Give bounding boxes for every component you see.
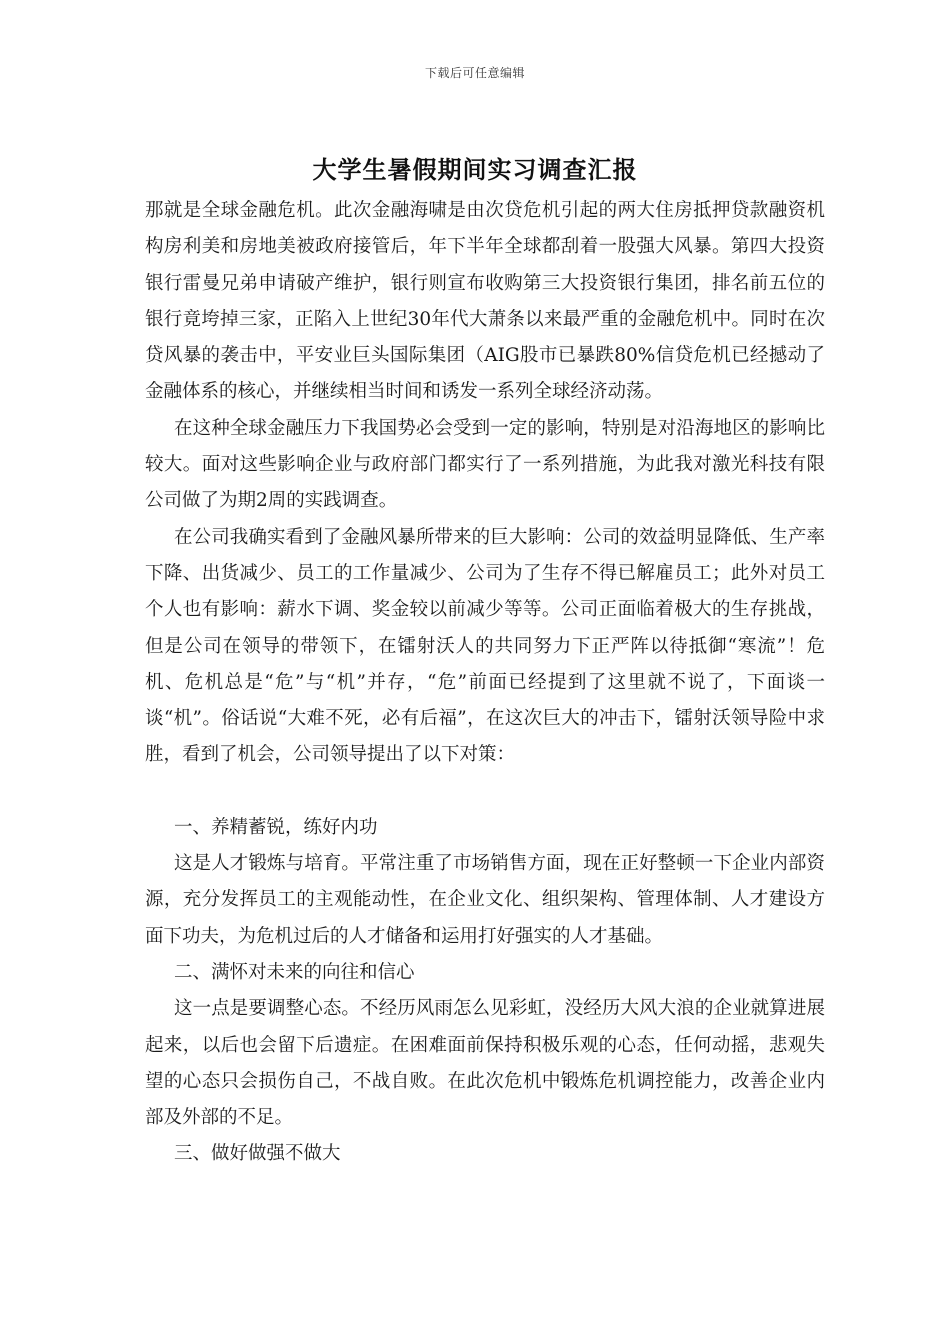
header-note: 下载后可任意编辑 [424, 66, 525, 80]
paragraph-mindset: 这一点是要调整心态。不经历风雨怎么见彩虹，没经历大风大浪的企业就算进展起来，以后也会留下后遗症。在困难面前保持积极乐观的心态，任何动摇，悲观失望的心态只会损伤自己，不战自败。在此次危机中锻炼危机调控能力，改善企业内部及外部的不足。 [145, 998, 825, 1129]
section-heading-3: 三、做好做强不做大 [174, 1143, 341, 1165]
paragraph-financial-crisis: 那就是全球金融危机。此次金融海啸是由次贷危机引起的两大住房抵押贷款融资机构房利美和房地美被政府接管后，年下半年全球都刮着一股强大风暴。第四大投资银行雷曼兄弟申请破产维护，银行则宣布收购第三大投资银行集团，排名前五位的银行竟垮掉三家，正陷入上世纪30年代大萧条以来最严重的金融危机中。同时在次贷风暴的袭击中，平安业巨头国际集团（AIG股市已暴跌80%信贷危机已经撼动了金融体系的核心，并继续相当时间和诱发一系列全球经济动荡。 [145, 200, 825, 403]
section-heading-1: 一、养精蓄锐，练好内功 [174, 816, 378, 838]
document-title: 大学生暑假期间实习调查汇报 [312, 155, 638, 184]
document-body [145, 193, 825, 1173]
section-heading-2: 二、满怀对未来的向往和信心 [174, 961, 415, 983]
paragraph-talent-training: 这是人才锻炼与培育。平常注重了市场销售方面，现在正好整顿一下企业内部资源，充分发挥员工的主观能动性，在企业文化、组织架构、管理体制、人才建设方面下功夫，为危机过后的人才储备和运用打好强实的人才基础。 [145, 853, 825, 947]
paragraph-company-observation: 在公司我确实看到了金融风暴所带来的巨大影响：公司的效益明显降低、生产率下降、出货减少、员工的工作量减少、公司为了生存不得已解雇员工；此外对员工个人也有影响：薪水下调、奖金较以前减少等等。公司正面临着极大的生存挑战，但是公司在领导的带领下，在镭射沃人的共同努力下正严阵以待抵御“寒流”！危机、危机总是“危”与“机”并存，“危”前面已经提到了这里就不说了，下面谈一谈“机”。俗话说“大难不死，必有后福”，在这次巨大的冲击下，镭射沃领导险中求胜，看到了机会，公司领导提出了以下对策： [145, 526, 825, 766]
paragraph-impact: 在这种全球金融压力下我国势必会受到一定的影响，特别是对沿海地区的影响比较大。面对这些影响企业与政府部门都实行了一系列措施，为此我对激光科技有限公司做了为期2周的实践调查。 [145, 417, 825, 512]
